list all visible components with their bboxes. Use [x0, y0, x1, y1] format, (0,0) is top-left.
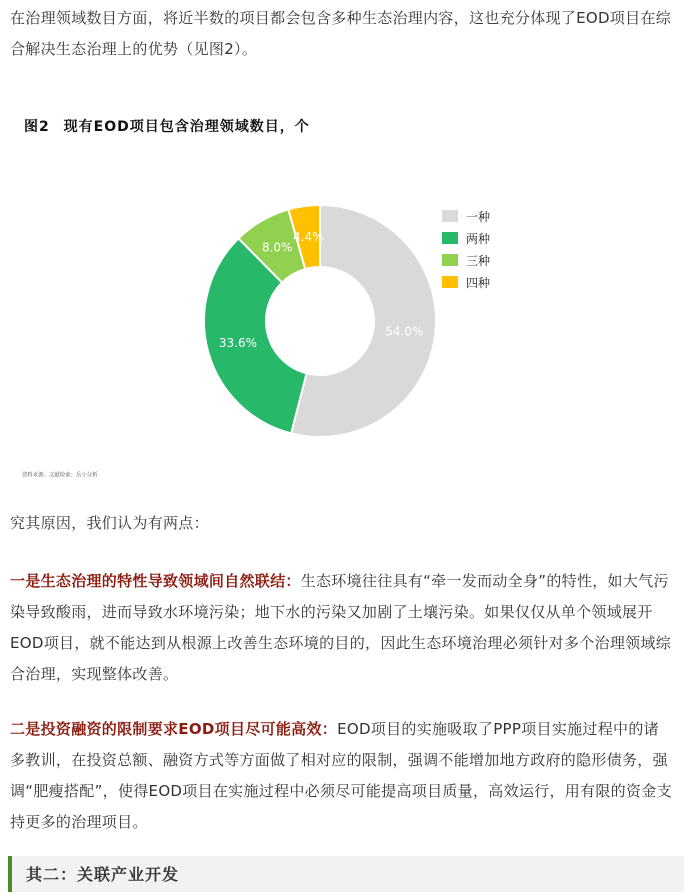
- figure-source: 资料来源：文献检索；岳小分析: [22, 471, 98, 479]
- legend-label: 一种: [466, 210, 491, 224]
- point-one-paragraph: [10, 566, 674, 690]
- point-one-body: 生态环境往往具有“牵一发而动全身”的特性，如大气污染导致酸雨，进而导致水环境污染；地下水的污染又加剧了土壤污染。如果仅仅从单个领域展开EOD项目，就不能达到从根源上改善生态环境的目的，因此生态环境治理必须针对多个治理领域综合治理，实现整体改善。: [10, 572, 672, 683]
- intro-paragraph: 在治理领域数目方面，将近半数的项目都会包含多种生态治理内容，这也充分体现了EOD项目在综合解决生态治理上的优势（见图2）。: [10, 9, 672, 58]
- donut-chart: [0, 150, 692, 490]
- legend-swatch: [442, 232, 458, 244]
- point-two-heading: 二是投资融资的限制要求EOD项目尽可能高效：: [10, 720, 338, 738]
- point-one-heading: 一是生态治理的特性导致领域间自然联结：: [10, 572, 301, 590]
- section-heading: 其二：关联产业开发: [26, 865, 180, 884]
- slice-data-label: 54.0%: [385, 324, 424, 339]
- legend-label: 三种: [466, 254, 491, 268]
- point-two-paragraph: [10, 714, 674, 838]
- slice-data-label: 33.6%: [218, 336, 258, 351]
- figure-title-text: 现有EOD项目包含治理领域数目，个: [63, 119, 310, 135]
- slice-data-label: 8.0%: [261, 240, 293, 255]
- slice-data-label: 4.4%: [293, 229, 324, 244]
- legend-swatch: [442, 254, 458, 266]
- figure-title: [24, 116, 310, 136]
- legend-label: 两种: [466, 232, 491, 246]
- section-heading-bar: [8, 856, 684, 892]
- legend-label: 四种: [466, 276, 491, 290]
- figure-label: 图2: [24, 119, 50, 135]
- point-two-body: EOD项目的实施吸取了PPP项目实施过程中的诸多教训，在投资总额、融资方式等方面做了相对应的限制，强调不能增加地方政府的隐形债务，强调“肥瘦搭配”，使得EOD项目在实施过程中必须尽可能提高项目质量，高效运行，用有限的资金支持更多的治理项目。: [10, 720, 672, 831]
- legend-swatch: [442, 276, 458, 288]
- legend-swatch: [442, 210, 458, 222]
- reason-intro: 究其原因，我们认为有两点：: [10, 514, 209, 532]
